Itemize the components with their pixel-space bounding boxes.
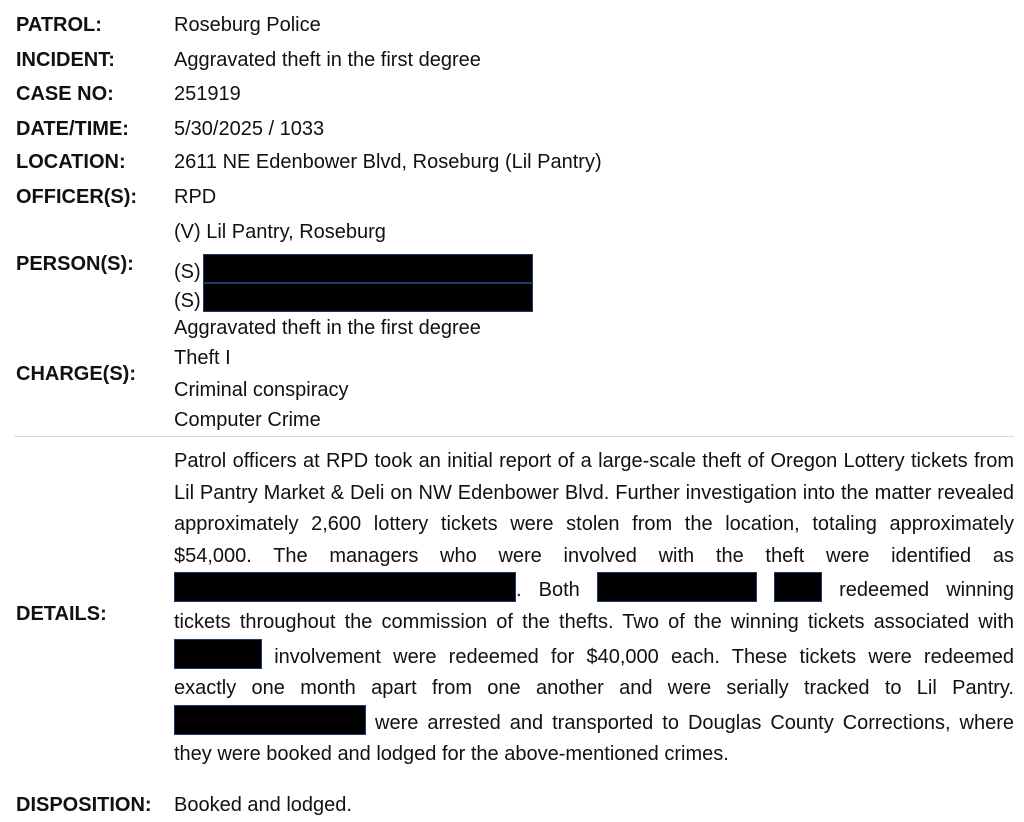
- persons-label: PERSON(S):: [16, 253, 134, 275]
- details-text: [174, 446, 1014, 771]
- patrol-label: PATROL:: [16, 14, 102, 36]
- details-segment: were arrested and transported to Douglas County Corrections, where they were booked and lodged for the above-mentioned crimes.: [174, 711, 1014, 766]
- charge-line: Theft I: [174, 347, 231, 369]
- datetime-label: DATE/TIME:: [16, 118, 129, 140]
- case-no-value: 251919: [174, 83, 241, 105]
- details-label: DETAILS:: [16, 603, 107, 625]
- details-segment: Patrol officers at RPD took an initial report of a large-scale theft of Oregon Lottery tickets from Lil Pantry Market & Deli on NW Edenbower Blvd. Further investigation into the matter revealed approximately 2,600 lottery tickets were stolen from the location, totaling approximately $54,000. The managers who were involved with the theft were identified as: [174, 450, 1014, 567]
- officers-value: RPD: [174, 186, 217, 208]
- details-segment: . Both: [516, 579, 580, 602]
- location-value: 2611 NE Edenbower Blvd, Roseburg (Lil Pantry): [174, 151, 602, 173]
- section-divider: [14, 436, 1014, 437]
- redaction-block: [774, 572, 822, 602]
- person-line: [174, 254, 533, 284]
- redaction-block: [174, 572, 516, 602]
- case-no-label: CASE NO:: [16, 83, 114, 105]
- charge-line: Criminal conspiracy: [174, 379, 349, 401]
- redaction-block: [597, 572, 757, 602]
- redaction-block: [174, 705, 366, 735]
- incident-value: Aggravated theft in the first degree: [174, 49, 481, 71]
- redaction-block: [174, 639, 262, 669]
- person-line: (V) Lil Pantry, Roseburg: [174, 221, 386, 243]
- details-segment: redeemed winning tickets throughout the commission of the thefts. Two of the winning tickets associated with: [174, 579, 1015, 633]
- disposition-label: DISPOSITION:: [16, 794, 152, 816]
- person-prefix: (S): [174, 261, 201, 283]
- redaction-block: [203, 254, 533, 283]
- person-line: [174, 283, 533, 313]
- person-prefix: (S): [174, 290, 201, 312]
- charge-line: Aggravated theft in the first degree: [174, 317, 481, 339]
- patrol-value: Roseburg Police: [174, 14, 321, 36]
- disposition-value: Booked and lodged.: [174, 794, 352, 816]
- officers-label: OFFICER(S):: [16, 186, 138, 208]
- charge-line: Computer Crime: [174, 409, 321, 431]
- redaction-block: [203, 283, 533, 312]
- incident-label: INCIDENT:: [16, 49, 115, 71]
- location-label: LOCATION:: [16, 151, 126, 173]
- charges-label: CHARGE(S):: [16, 363, 136, 385]
- details-segment: involvement were redeemed for $40,000 each. These tickets were redeemed exactly one month apart from one another and were serially tracked to Lil Pantry.: [174, 645, 1014, 700]
- datetime-value: 5/30/2025 / 1033: [174, 118, 325, 140]
